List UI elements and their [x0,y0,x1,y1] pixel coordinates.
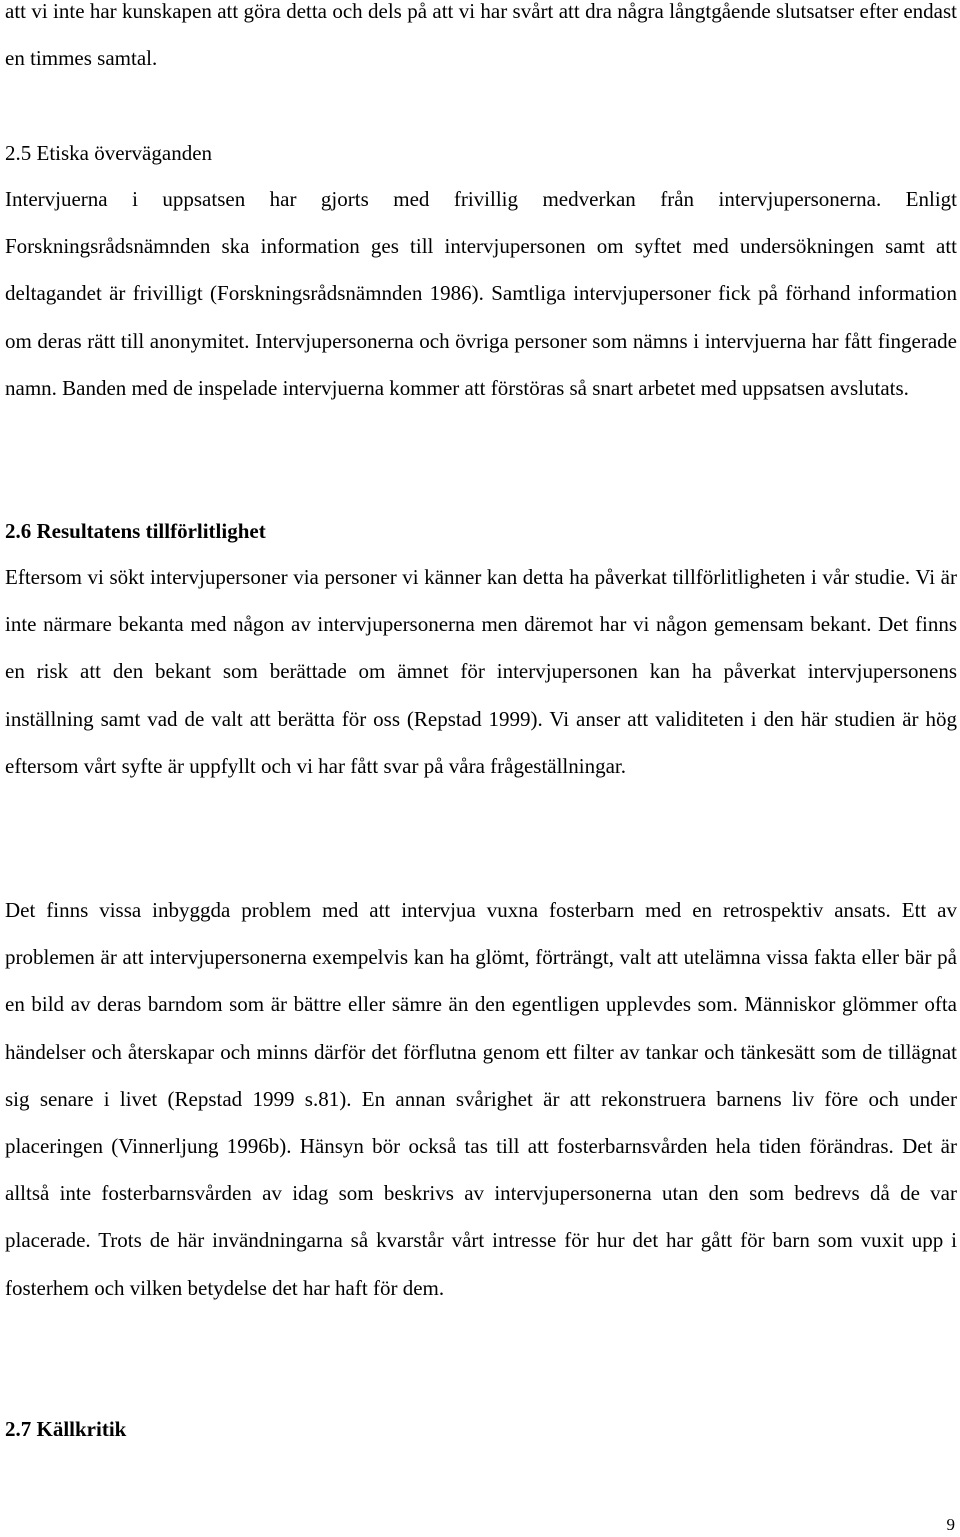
section-heading-source-criticism: 2.7 Källkritik [5,1417,127,1441]
section-heading-ethics: 2.5 Etiska överväganden [5,141,213,165]
continued-paragraph: att vi inte har kunskapen att göra detta och dels på att vi har svårt att dra några långtgående slutsatser efter endast en timmes samtal. [5,0,957,71]
paragraph-reliability-1: Eftersom vi sökt intervjupersoner via personer vi känner kan detta ha påverkat tillförlitligheten i vår studie. Vi är inte närmare bekanta med någon av intervjupersonerna men däremot har vi någon gemensam bekant. Det finns en risk att den bekant som berättade om ämnet för intervjupersonen kan ha påverkat intervjupersonens inställning samt vad de valt att berätta för oss (Repstad 1999). Vi anser att validiteten i den här studien är hög eftersom vårt syfte är uppfyllt och vi har fått svar på våra frågeställningar. [5,565,957,778]
section-heading-reliability: 2.6 Resultatens tillförlitlighet [5,519,266,543]
paragraph-reliability-2: Det finns vissa inbyggda problem med att intervjua vuxna fosterbarn med en retrospektiv ansats. Ett av problemen är att intervjupersonerna exempelvis kan ha glömt, förträngt, valt att utelämna vissa fakta eller bär på en bild av deras barndom som är bättre eller sämre än den egentligen upplevdes som. Människor glömmer ofta händelser och återskapar och minns därför det förflutna genom ett filter av tankar och tänkesätt som de tillägnat sig senare i livet (Repstad 1999 s.81). En annan svårighet är att rekonstruera barnens liv före och under placeringen (Vinnerljung 1996b). Hänsyn bör också tas till att fosterbarnsvården hela tiden förändras. Det är alltså inte fosterbarnsvården av idag som beskrivs av intervjupersonerna utan den som bedrevs då de var placerade. Trots de här invändningarna så kvarstår vårt intresse för hur det har gått för barn som vuxit upp i fosterhem och vilken betydelse det har haft för dem. [5,898,957,1300]
page-number: 9 [946,1515,955,1534]
paragraph-ethics: Intervjuerna i uppsatsen har gjorts med frivillig medverkan från intervjupersonerna. Enligt Forskningsrådsnämnden ska information ges till intervjupersonen om syftet med undersökningen samt att deltagandet är frivilligt (Forskningsrådsnämnden 1986). Samtliga intervjupersoner fick på förhand information om deras rätt till anonymitet. Intervjupersonerna och övriga personer som nämns i intervjuerna har fått fingerade namn. Banden med de inspelade intervjuerna kommer att förstöras så snart arbetet med uppsatsen avslutats. [5,187,957,400]
